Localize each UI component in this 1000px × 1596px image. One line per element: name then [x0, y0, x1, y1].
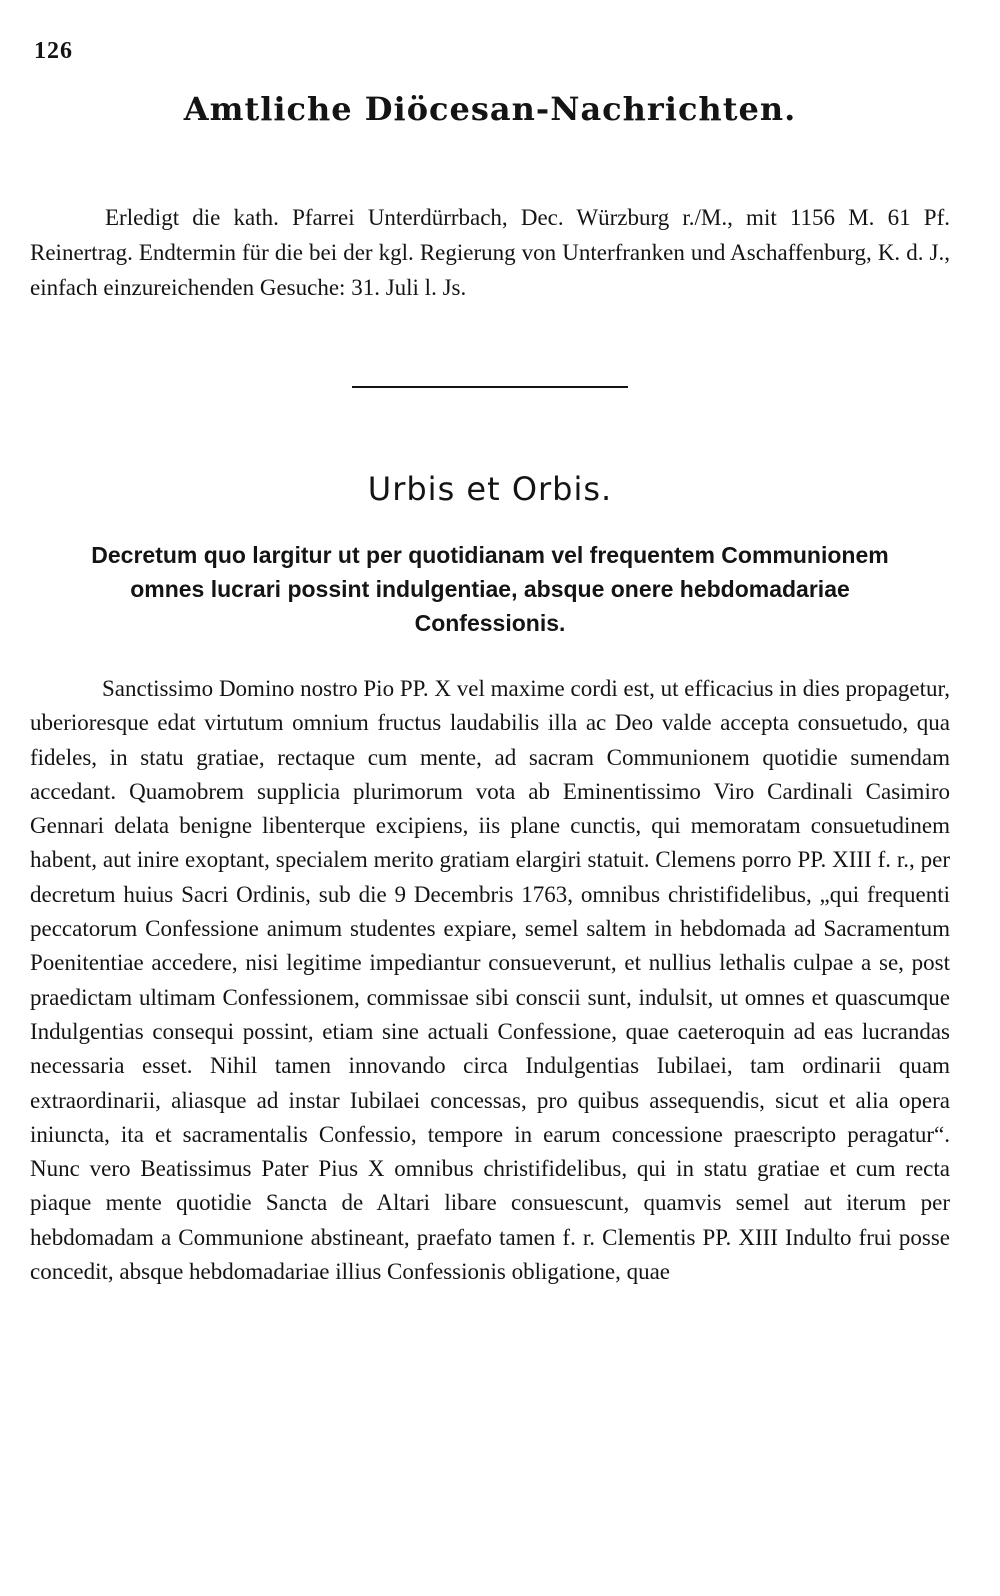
page-number: 126	[34, 38, 73, 64]
section-title: Urbis et Orbis.	[367, 470, 613, 508]
document-page	[30, 0, 950, 1596]
section-divider	[352, 386, 628, 388]
decree-body-text: Sanctissimo Domino nostro Pio PP. X vel maxime cordi est, ut efficacius in dies propagetur, uberioresque edat virtutum omnium fructus laudabilis illa ac Deo valde accepta consuetudo, qua fideles, in statu gratiae, rectaque cum mente, ad sacram Communionem quotidie sumendam accedant. Quamobrem supplicia plurimorum vota ab Eminentissimo Viro Cardinali Casimiro Gennari delata benigne libenterque excipiens, iis plane cunctis, qui memoratam consuetudinem habent, aut inire exoptant, specialem merito gratiam elargiri statuit. Clemens porro PP. XIII f. r., per decretum huius Sacri Ordinis, sub die 9 Decembris 1763, omnibus christifidelibus, „qui frequenti peccatorum Confessione animum studentes expiare, semel saltem in hebdomada ad Sacramentum Poenitentiae accedere, nisi legitime impediantur consueverunt, et nullius lethalis culpae a se, post praedictam ultimam Confessionem, commissae sibi conscii sunt, indulsit, ut omnes et quascumque Indulgentias consequi possint, etiam sine actuali Confessione, quae caeteroquin ad eas lucrandas necessaria esset. Nihil tamen innovando circa Indulgentias Iubilaei, tam ordinarii quam extraordinarii, aliasque ad instar Iubilaei concessas, pro quibus assequendis, sicut et alia opera iniuncta, ita et sacramentalis Confessio, tempore in earum concessione praescripto peragatur“. Nunc vero Beatissimus Pater Pius X omnibus christifidelibus, qui in statu gratiae et cum recta piaque mente quotidie Sancta de Altari libare consuescunt, quamvis semel aut iterum per hebdomadam a Communione abstineant, praefato tamen f. r. Clementis PP. XIII Indulto frui posse concedit, absque hebdomadariae illius Confessionis obligatione, quae	[30, 676, 950, 1285]
decree-title: Decretum quo largitur ut per quotidianam vel frequentem Communionem omnes lucrari possint indulgentiae, absque onere hebdomadariae Confessionis.	[91, 542, 889, 636]
page-header-title: Amtliche Diöcesan-Nachrichten.	[183, 90, 797, 128]
parish-vacancy-notice: Erledigt die kath. Pfarrei Unterdürrbach, Dec. Würzburg r./M., mit 1156 M. 61 Pf. Reinertrag. Endtermin für die bei der kgl. Regierung von Unterfranken und Aschaffenburg, K. d. J., einfach einzureichenden Gesuche: 31. Juli l. Js.	[30, 205, 950, 300]
